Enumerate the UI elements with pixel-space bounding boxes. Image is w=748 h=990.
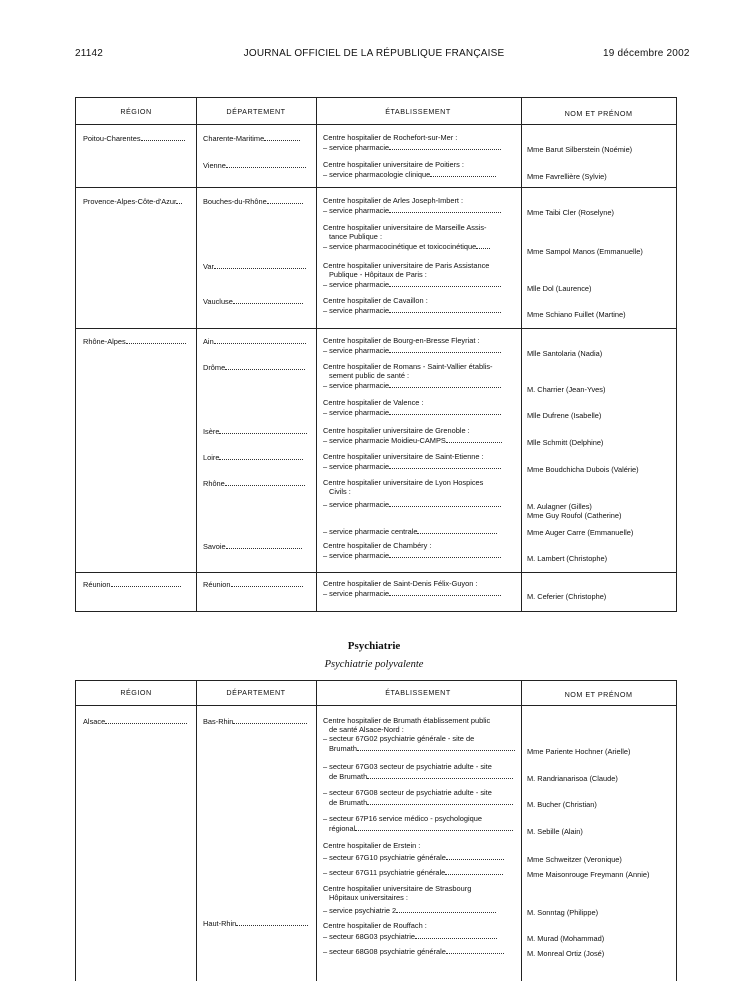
departement-cell: Réunion	[203, 580, 303, 590]
etablissement-line: Centre hospitalier universitaire de Lyon Hospices	[323, 478, 484, 487]
table-header	[76, 681, 676, 706]
departement-cell: Bas-Rhin	[203, 717, 307, 727]
col-header-region: RÉGION	[120, 688, 152, 697]
departement-cell: Savoie	[203, 542, 302, 552]
nom-cell: Mlle Santolaria (Nadia)	[527, 349, 603, 358]
etablissement-line: – service pharmacie	[323, 280, 501, 290]
etablissement-line: – service pharmacie	[323, 381, 501, 391]
etablissement-line: de Brumath	[329, 798, 513, 808]
departement-cell: Loire	[203, 453, 303, 463]
nom-cell: Mlle Dol (Laurence)	[527, 284, 592, 293]
departement-cell: Vaucluse	[203, 297, 303, 307]
etablissement-line: – service pharmacie	[323, 589, 501, 599]
region-cell: Réunion	[83, 580, 181, 590]
departement-cell: Drôme	[203, 363, 305, 373]
etablissement-line: – service psychiatrie 2	[323, 906, 496, 916]
etablissement-line: tance Publique :	[329, 232, 383, 241]
etablissement-line: – secteur 68G03 psychiatrie	[323, 932, 497, 942]
etablissement-line: Centre hospitalier de Chambéry :	[323, 541, 432, 550]
nom-cell: Mme Taibi Cler (Roselyne)	[527, 208, 614, 217]
departement-cell: Isère	[203, 427, 307, 437]
etablissement-line: – secteur 67G11 psychiatrie générale	[323, 868, 503, 878]
etablissement-line: – secteur 67G03 secteur de psychiatrie adulte - site	[323, 762, 492, 771]
column-divider	[316, 681, 317, 981]
nom-cell: Mme Auger Carre (Emmanuelle)	[527, 528, 634, 537]
etablissement-line: – service pharmacie	[323, 551, 501, 561]
etablissement-line: de Brumath	[329, 772, 513, 782]
etablissement-line: Centre hospitalier universitaire de Strasbourg	[323, 884, 472, 893]
etablissement-line: Centre hospitalier de Romans - Saint-Vallier établis-	[323, 362, 493, 371]
etablissement-line: de santé Alsace-Nord :	[329, 725, 404, 734]
region-cell: Rhône-Alpes	[83, 337, 186, 347]
etablissement-line: – secteur 67G08 secteur de psychiatrie adulte - site	[323, 788, 492, 797]
row-divider	[76, 572, 676, 573]
nom-cell: Mme Schiano Fuillet (Martine)	[527, 310, 626, 319]
column-divider	[196, 98, 197, 611]
etablissement-line: Civils :	[329, 487, 351, 496]
departement-cell: Rhône	[203, 479, 305, 489]
etablissement-line: Brumath	[329, 744, 515, 754]
nom-cell: Mme Favrellière (Sylvie)	[527, 172, 607, 181]
nom-cell: Mme Barut Silberstein (Noémie)	[527, 145, 633, 154]
row-divider	[76, 187, 676, 188]
nom-cell: Mme Maisonrouge Freymann (Annie)	[527, 870, 650, 879]
col-header-etablissement: ÉTABLISSEMENT	[385, 688, 451, 697]
etablissement-line: Centre hospitalier universitaire de Grenoble :	[323, 426, 470, 435]
etablissement-line: – service pharmacologie clinique	[323, 170, 496, 180]
nom-cell: M. Monreal Ortiz (José)	[527, 949, 605, 958]
table-psychiatrie	[75, 680, 677, 981]
journal-title: JOURNAL OFFICIEL DE LA RÉPUBLIQUE FRANÇAISE	[243, 48, 505, 59]
column-divider	[521, 98, 522, 611]
column-divider	[316, 98, 317, 611]
etablissement-line: régional	[329, 824, 513, 834]
nom-cell: Mme Pariente Hochner (Arielle)	[527, 747, 631, 756]
region-cell: Provence-Alpes-Côte-d'Azur	[83, 197, 182, 207]
nom-cell: Mme Boudchicha Dubois (Valérie)	[527, 465, 639, 474]
nom-cell: M. Bucher (Christian)	[527, 800, 597, 809]
col-header-departement: DÉPARTEMENT	[226, 107, 286, 116]
etablissement-line: – service pharmacie	[323, 306, 501, 316]
etablissement-line: – secteur 67P16 service médico - psychologique	[323, 814, 482, 823]
etablissement-line: Centre hospitalier de Erstein :	[323, 841, 421, 850]
col-header-departement: DÉPARTEMENT	[226, 688, 286, 697]
etablissement-line: Centre hospitalier universitaire de Saint-Etienne :	[323, 452, 484, 461]
etablissement-line: Centre hospitalier de Rochefort-sur-Mer :	[323, 133, 458, 142]
etablissement-line: – service pharmacie	[323, 500, 501, 510]
etablissement-line: Centre hospitalier universitaire de Poitiers :	[323, 160, 464, 169]
etablissement-line: – secteur 68G08 psychiatrie générale	[323, 947, 504, 957]
nom-cell: Mlle Dufrene (Isabelle)	[527, 411, 602, 420]
section-subtitle: Psychiatrie polyvalente	[324, 659, 424, 670]
region-cell: Poitou-Charentes	[83, 134, 185, 144]
etablissement-line: Centre hospitalier universitaire de Paris Assistance	[323, 261, 490, 270]
nom-cell: M. Sebille (Alain)	[527, 827, 583, 836]
etablissement-line: Centre hospitalier de Saint-Denis Félix-Guyon :	[323, 579, 478, 588]
nom-cell: M. Lambert (Christophe)	[527, 554, 608, 563]
nom-cell: Mlle Schmitt (Delphine)	[527, 438, 604, 447]
nom-cell: M. Aulagner (Gilles)	[527, 502, 592, 511]
nom-cell: Mme Schweitzer (Veronique)	[527, 855, 622, 864]
page-number: 21142	[75, 48, 104, 59]
departement-cell: Ain	[203, 337, 306, 347]
publication-date: 19 décembre 2002	[603, 48, 690, 59]
etablissement-line: – secteur 67G02 psychiatrie générale - site de	[323, 734, 475, 743]
col-header-nom: NOM ET PRÉNOM	[564, 690, 633, 699]
etablissement-line: – service pharmacie	[323, 206, 501, 216]
etablissement-line: – service pharmacocinétique et toxicocinétique	[323, 242, 490, 252]
etablissement-line: – service pharmacie Moidieu-CAMPS	[323, 436, 502, 446]
departement-cell: Bouches-du-Rhône	[203, 197, 303, 207]
departement-cell: Var	[203, 262, 306, 272]
region-cell: Alsace	[83, 717, 187, 727]
col-header-nom: NOM ET PRÉNOM	[564, 109, 633, 118]
etablissement-line: – service pharmacie	[323, 462, 501, 472]
etablissement-line: – service pharmacie	[323, 408, 501, 418]
etablissement-line: Centre hospitalier de Arles Joseph-Imbert :	[323, 196, 464, 205]
column-divider	[196, 681, 197, 981]
col-header-region: RÉGION	[120, 107, 152, 116]
etablissement-line: – service pharmacie	[323, 143, 501, 153]
etablissement-line: Centre hospitalier de Rouffach :	[323, 921, 427, 930]
table-header	[76, 98, 676, 125]
etablissement-line: – secteur 67G10 psychiatrie générale	[323, 853, 504, 863]
etablissement-line: Centre hospitalier de Brumath établissement public	[323, 716, 491, 725]
nom-cell: M. Murad (Mohammad)	[527, 934, 605, 943]
etablissement-line: Centre hospitalier de Valence :	[323, 398, 424, 407]
etablissement-line: Hôpitaux universitaires :	[329, 893, 408, 902]
section-title: Psychiatrie	[347, 640, 401, 652]
column-divider	[521, 681, 522, 981]
etablissement-line: Publique - Hôpitaux de Paris :	[329, 270, 427, 279]
nom-cell: M. Charrier (Jean-Yves)	[527, 385, 606, 394]
departement-cell: Charente-Maritime	[203, 134, 300, 144]
nom-cell: M. Randrianarisoa (Claude)	[527, 774, 618, 783]
etablissement-line: Centre hospitalier de Bourg-en-Bresse Fleyriat :	[323, 336, 480, 345]
etablissement-line: Centre hospitalier de Cavaillon :	[323, 296, 428, 305]
nom-cell: Mme Sampol Manos (Emmanuelle)	[527, 247, 643, 256]
table-pharmacie	[75, 97, 677, 612]
etablissement-line: – service pharmacie	[323, 346, 501, 356]
etablissement-line: sement public de santé :	[329, 371, 410, 380]
col-header-etablissement: ÉTABLISSEMENT	[385, 107, 451, 116]
nom-cell: M. Sonntag (Philippe)	[527, 908, 599, 917]
row-divider	[76, 328, 676, 329]
nom-cell: Mme Guy Roufol (Catherine)	[527, 511, 622, 520]
etablissement-line: – service pharmacie centrale	[323, 527, 497, 537]
departement-cell: Haut-Rhin	[203, 919, 308, 929]
nom-cell: M. Ceferier (Christophe)	[527, 592, 607, 601]
etablissement-line: Centre hospitalier universitaire de Marseille Assis-	[323, 223, 487, 232]
departement-cell: Vienne	[203, 161, 306, 171]
